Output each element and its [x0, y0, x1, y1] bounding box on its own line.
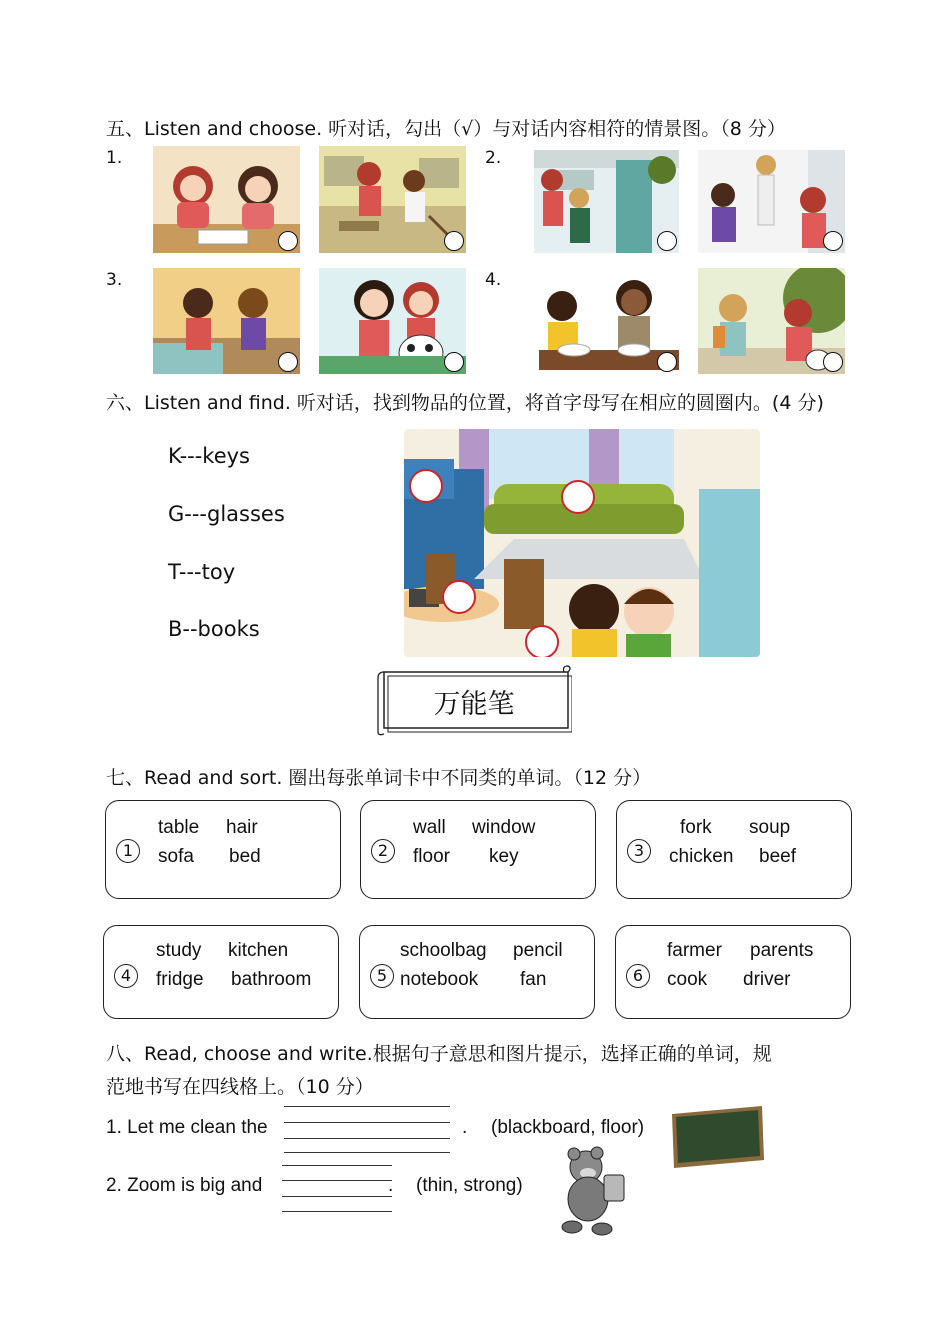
picture-1a — [153, 146, 300, 253]
picture-4a — [534, 268, 679, 374]
word[interactable]: fan — [520, 969, 547, 990]
word[interactable]: farmer — [667, 940, 722, 961]
card-number: 3 — [627, 839, 651, 863]
find-circle[interactable] — [409, 469, 443, 503]
answer-circle[interactable] — [657, 352, 677, 372]
picture-4b — [698, 268, 845, 374]
legend-glasses: G---glasses — [168, 502, 285, 526]
word[interactable]: key — [489, 846, 519, 867]
word[interactable]: bed — [229, 846, 261, 867]
item-1-label: 1. — [106, 148, 123, 168]
four-line-grid-line — [284, 1152, 450, 1153]
card-number: 4 — [114, 964, 138, 988]
word[interactable]: parents — [750, 940, 814, 961]
find-circle[interactable] — [442, 580, 476, 614]
answer-circle[interactable] — [823, 231, 843, 251]
item-2-label: 2. — [485, 148, 502, 168]
word[interactable]: kitchen — [228, 940, 289, 961]
word[interactable]: fridge — [156, 969, 204, 990]
word[interactable]: schoolbag — [400, 940, 487, 961]
blackboard-picture — [670, 1104, 766, 1170]
word[interactable]: chicken — [669, 846, 734, 867]
answer-circle[interactable] — [657, 231, 677, 251]
answer-circle[interactable] — [278, 352, 298, 372]
question-2-period: . — [388, 1175, 394, 1196]
four-line-grid-line — [282, 1211, 392, 1212]
question-1-period: . — [462, 1117, 468, 1138]
answer-1-writing-area[interactable] — [284, 1106, 450, 1152]
word-card-4 — [103, 925, 339, 1019]
word[interactable]: beef — [759, 846, 796, 867]
picture-1b — [319, 146, 466, 253]
legend-keys: K---keys — [168, 444, 251, 468]
word[interactable]: window — [472, 817, 536, 838]
word[interactable]: wall — [413, 817, 446, 838]
picture-3a — [153, 268, 300, 374]
item-4-label: 4. — [485, 270, 502, 290]
question-2-options: (thin, strong) — [416, 1175, 523, 1196]
word[interactable]: table — [158, 817, 200, 838]
scroll-banner — [376, 664, 572, 736]
find-circle[interactable] — [525, 625, 559, 657]
card-number: 6 — [626, 964, 650, 988]
card-number: 5 — [370, 964, 394, 988]
answer-circle[interactable] — [444, 231, 464, 251]
question-1: 1. Let me clean the — [106, 1117, 268, 1138]
word[interactable]: study — [156, 940, 202, 961]
picture-2a — [534, 150, 679, 253]
picture-3b — [319, 268, 466, 374]
card-number: 1 — [116, 839, 140, 863]
find-circle[interactable] — [561, 480, 595, 514]
answer-circle[interactable] — [823, 352, 843, 372]
word-card-6 — [615, 925, 851, 1019]
word-card-5 — [359, 925, 595, 1019]
question-2: 2. Zoom is big and — [106, 1175, 263, 1196]
answer-2-writing-area[interactable] — [282, 1165, 392, 1211]
room-picture — [404, 429, 760, 657]
answer-circle[interactable] — [444, 352, 464, 372]
word-card-3 — [616, 800, 852, 899]
banner-text: 万能笔 — [433, 689, 515, 720]
word[interactable]: driver — [743, 969, 791, 990]
answer-circle[interactable] — [278, 231, 298, 251]
section6-title: 六、Listen and find. 听对话，找到物品的位置，将首字母写在相应的圆圈内。(4 分) — [106, 392, 824, 414]
section5-title: 五、Listen and choose. 听对话，勾出（√）与对话内容相符的情景图。（8 分） — [106, 118, 786, 140]
legend-books: B--books — [168, 617, 260, 641]
word[interactable]: sofa — [158, 846, 194, 867]
section7-title: 七、Read and sort. 圈出每张单词卡中不同类的单词。（12 分） — [106, 767, 652, 789]
legend-toy: T---toy — [168, 560, 236, 584]
word-card-2 — [360, 800, 596, 899]
word[interactable]: notebook — [400, 969, 479, 990]
word-card-1 — [105, 800, 341, 899]
word[interactable]: pencil — [513, 940, 563, 961]
picture-2b — [698, 150, 845, 253]
word[interactable]: bathroom — [231, 969, 312, 990]
item-3-label: 3. — [106, 270, 123, 290]
word[interactable]: soup — [749, 817, 791, 838]
word[interactable]: hair — [226, 817, 258, 838]
zoom-bear-picture — [552, 1145, 634, 1237]
word[interactable]: cook — [667, 969, 708, 990]
section8-title-cont: 范地书写在四线格上。（10 分） — [106, 1076, 374, 1098]
word[interactable]: floor — [413, 846, 450, 867]
card-number: 2 — [371, 839, 395, 863]
question-1-options: (blackboard, floor) — [491, 1117, 645, 1138]
section8-title: 八、Read, choose and write.根据句子意思和图片提示，选择正确的单词，规 — [106, 1043, 772, 1065]
word[interactable]: fork — [680, 817, 712, 838]
